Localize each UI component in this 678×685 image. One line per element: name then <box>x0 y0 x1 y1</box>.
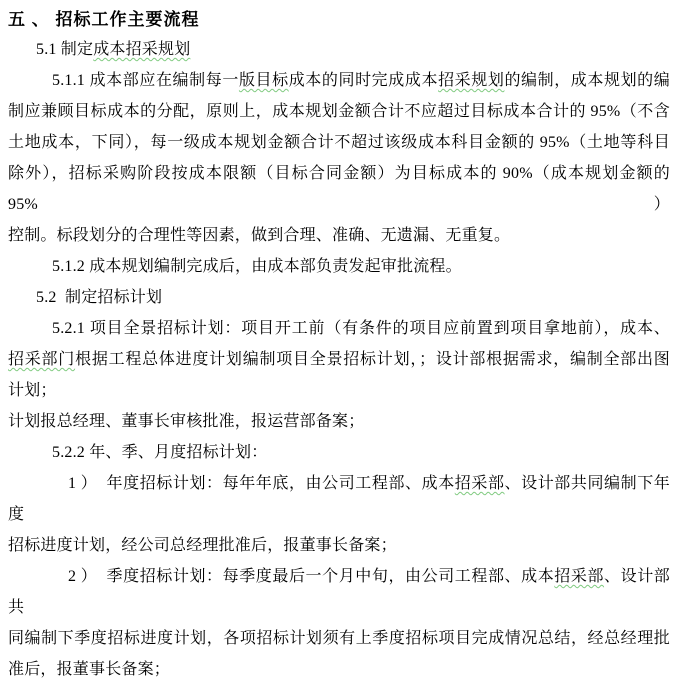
text-segment: 控制。标段划分的合理性等因素，做到合理、准确、无遗漏、无重复。 <box>8 227 511 244</box>
text-segment: 除外），招标采购阶段按成本限额（目标合同金额）为目标成本的 90%（成本规划金额的 95%） <box>8 165 670 213</box>
text-segment: 2 ） 季度招标计划：每季度最后一个月中旬，由公司工程部、成本 <box>68 568 555 585</box>
text-segment: 1 ） 年度招标计划：每年年底，由公司工程部、成本 <box>68 475 455 492</box>
text-line <box>8 406 670 437</box>
text-line <box>8 220 670 251</box>
text-segment: 5.2.2 年、季、月度招标计划： <box>52 444 268 461</box>
text-line <box>8 251 670 282</box>
text-segment: 根据工程总体进度计划编制项目全景招标计划，；设计部根据需求，编制全部出图 <box>75 351 670 368</box>
text-line <box>8 375 670 406</box>
text-line <box>8 313 670 344</box>
text-line <box>8 158 670 220</box>
text-line <box>8 65 670 96</box>
grammar-squiggle-text: 版目标 <box>238 72 289 89</box>
text-segment: 、设计部共 <box>8 568 670 616</box>
text-line <box>8 530 670 561</box>
text-line <box>8 623 670 654</box>
grammar-squiggle-text: 招采部 <box>454 475 505 492</box>
text-line <box>8 561 670 623</box>
text-segment: 同编制下季度招标进度计划，各项招标计划须有上季度招标项目完成情况总结，经总经理批 <box>8 630 670 647</box>
text-segment: 成本的同时完成成本 <box>288 72 439 89</box>
text-segment: 招标进度计划，经公司总经理批准后，报董事长备案； <box>8 537 397 554</box>
grammar-squiggle-text: 招采部 <box>554 568 605 585</box>
text-segment: 5.2 制定招标计划 <box>36 289 163 306</box>
text-line <box>8 437 670 468</box>
grammar-squiggle-text: 招采规划 <box>438 72 505 89</box>
text-line <box>8 344 670 375</box>
text-line <box>8 96 670 127</box>
document-body <box>8 34 670 685</box>
text-line <box>8 282 670 313</box>
text-segment: 、设计部共同编制下年度 <box>8 475 670 523</box>
text-segment: 计划报总经理、董事长审核批准，报运营部备案； <box>8 413 365 430</box>
text-segment: 5.1 制定 <box>36 41 94 58</box>
text-segment: 5.1.2 成本规划编制完成后，由成本部负责发起审批流程。 <box>52 258 462 275</box>
text-line <box>8 34 670 65</box>
heading-main: 五 、 招标工作主要流程 <box>8 10 200 29</box>
text-segment: 5.1.1 成本部应在编制每一 <box>52 72 239 89</box>
text-segment: 计划； <box>8 382 57 399</box>
grammar-squiggle-text: 招采部门 <box>8 351 76 368</box>
text-line <box>8 127 670 158</box>
text-line <box>8 654 670 685</box>
text-segment: 准后，报董事长备案； <box>8 661 171 678</box>
text-segment: 5.2.1 项目全景招标计划：项目开工前（有条件的项目应前置到项目拿地前），成本、 <box>52 320 670 337</box>
text-line <box>8 468 670 530</box>
text-segment: 土地成本，下同），每一级成本规划金额合计不超过该级成本科目金额的 95%（土地等科目 <box>8 134 670 151</box>
text-segment: 的编制，成本规划的编 <box>504 72 670 89</box>
text-segment: 制应兼顾目标成本的分配，原则上，成本规划金额合计不应超过目标成本合计的 95%（不含 <box>8 103 670 120</box>
grammar-squiggle-text: 成本招采规划 <box>93 41 191 58</box>
